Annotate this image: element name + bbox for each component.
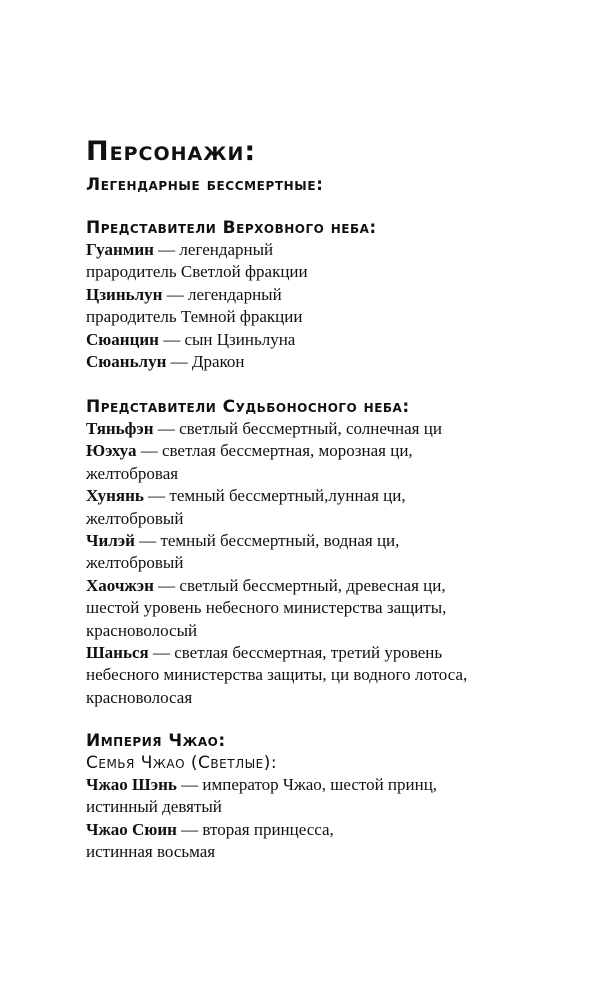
character-entry: [86, 575, 596, 642]
character-description: — светлая бессмертная, третий уровень: [148, 642, 443, 662]
character-description: — легендарный: [162, 284, 282, 304]
character-description: — темный бессмертный,лунная ци,: [143, 486, 406, 506]
character-entry: [86, 642, 596, 709]
character-name: Чилэй: [86, 530, 135, 550]
character-description: — вторая принцесса,: [176, 819, 334, 839]
section-fateful-heaven: [86, 396, 596, 709]
character-name: Чжао Шэнь: [86, 775, 177, 794]
character-entry: [86, 819, 596, 864]
character-entry: [86, 329, 596, 351]
character-entry: [86, 351, 596, 373]
character-description: — светлая бессмертная, морозная ци,: [136, 441, 413, 461]
character-description: желтобровый: [86, 553, 184, 573]
character-description: истинный девятый: [86, 797, 222, 817]
section-supreme-heaven: [86, 217, 596, 373]
section-subheading: Семья Чжао (Светлые):: [86, 753, 278, 773]
character-description: желтобровый: [86, 508, 184, 528]
character-description: небесного министерства защиты, ци водного лотоса,: [86, 665, 468, 685]
character-description: прародитель Светлой фракции: [86, 262, 308, 282]
character-description: прародитель Темной фракции: [86, 307, 303, 327]
character-description: — темный бессмертный, водная ци,: [134, 530, 400, 550]
character-description: — светлый бессмертный, солнечная ци: [153, 419, 442, 438]
character-name: Хаочжэн: [86, 575, 154, 595]
character-name: Чжао Сюин: [86, 819, 177, 839]
character-entry: [86, 239, 596, 284]
character-entry: [86, 440, 596, 485]
section-heading: Представители Судьбоносного неба:: [86, 397, 410, 417]
character-name: Шанься: [86, 642, 149, 662]
character-description: желтобровая: [86, 463, 179, 483]
section-heading: Представители Верховного неба:: [86, 218, 377, 238]
page-title: Персонажи:: [86, 136, 257, 167]
character-description: — светлый бессмертный, древесная ци,: [153, 575, 446, 595]
character-description: истинная восьмая: [86, 842, 216, 862]
character-name: Гуанмин: [86, 240, 154, 259]
character-description: — Дракон: [166, 351, 245, 371]
character-name: Сюаньлун: [86, 351, 167, 371]
character-entry: [86, 774, 596, 819]
page-subtitle: Легендарные бессмертные:: [86, 175, 324, 195]
character-entry: [86, 530, 596, 575]
character-description: — легендарный: [153, 240, 274, 259]
character-name: Юэхуа: [86, 441, 137, 461]
character-name: Хунянь: [86, 486, 144, 506]
character-description: красноволосый: [86, 620, 198, 640]
character-description: шестой уровень небесного министерства защиты,: [86, 598, 447, 618]
character-entry: [86, 418, 596, 440]
character-name: Сюанцин: [86, 329, 159, 349]
character-entry: [86, 485, 596, 530]
character-name: Тяньфэн: [86, 419, 154, 438]
character-description: — сын Цзиньлуна: [158, 329, 296, 349]
section-heading: Империя Чжао:: [86, 731, 226, 751]
character-name: Цзиньлун: [86, 284, 163, 304]
character-description: — император Чжао, шестой принц,: [176, 775, 438, 794]
character-description: красноволосая: [86, 687, 193, 707]
section-zhao-empire: [86, 730, 596, 864]
character-entry: [86, 284, 596, 329]
